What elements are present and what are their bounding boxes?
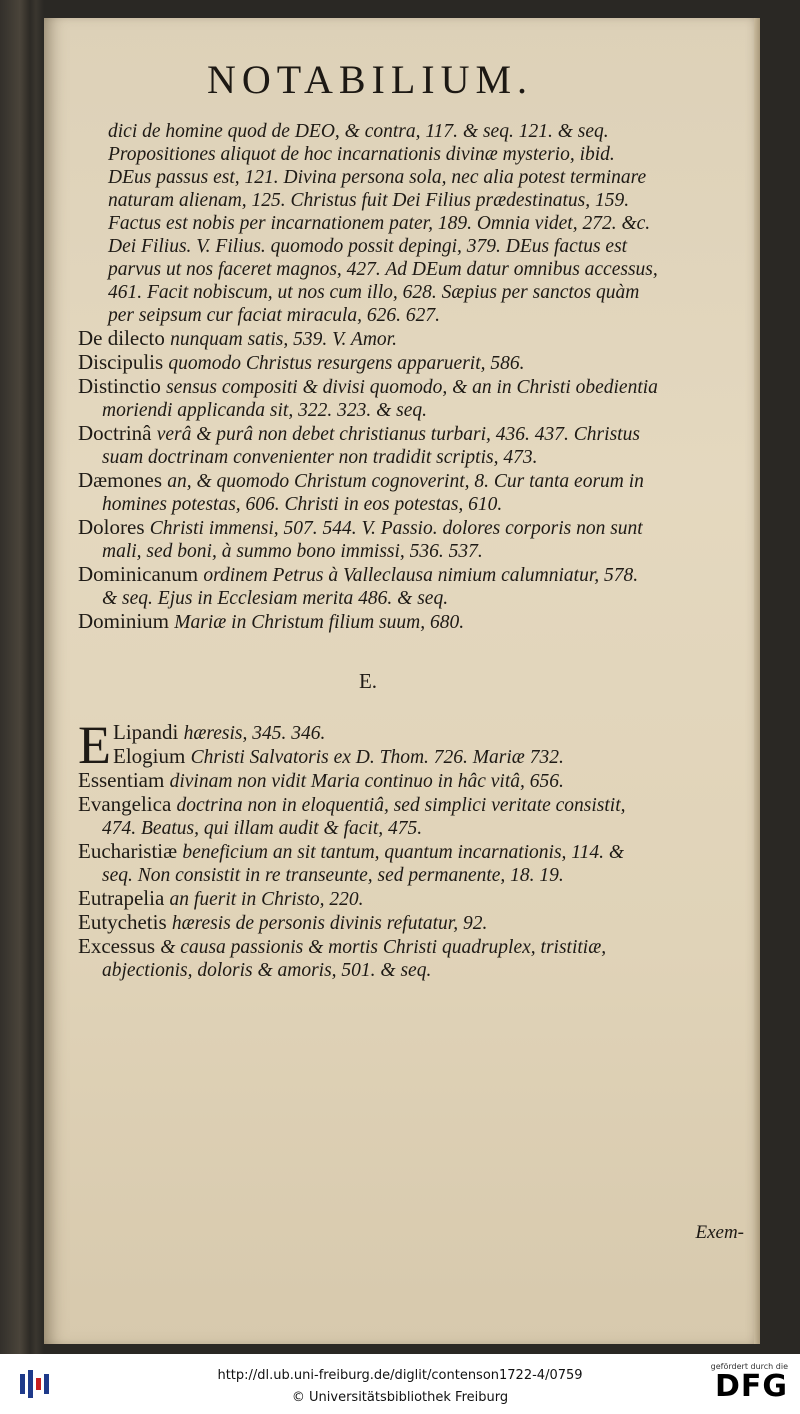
entry-body: Christi immensi, 507. 544. V. Passio. dolores corporis non sunt mali, sed boni, à summo bono immissi, 536. 537. <box>102 518 643 562</box>
entry-lead: Discipulis <box>78 350 169 374</box>
entry-lead: Dolores <box>78 515 150 539</box>
entry-lead: Eutychetis <box>78 910 172 934</box>
entry-body: nunquam satis, 539. V. Amor. <box>170 329 397 350</box>
entry-body: quomodo Christus resurgens apparuerit, 586. <box>168 353 525 374</box>
index-entry <box>78 610 658 634</box>
entry-body: an fuerit in Christo, 220. <box>169 889 364 910</box>
entry-lead: De dilecto <box>78 326 171 350</box>
entry-body: sensus compositi & divisi quomodo, & an in Christi obedientia moriendi applicanda sit, 322. 323. & seq. <box>102 377 658 421</box>
entry-body: dici de homine quod de DEO, & contra, 117. & seq. 121. & seq. Propositiones aliquot de hoc incarnationis divinæ mysterio, ibid. DEus passus est, 121. Divina persona sola, nec alia potest terminare naturam alienam, 125. Christus fuit Dei Filius prædestinatus, 159. Factus est nobis per incarnationem pater, 189. Omnia videt, 272. &c. Dei Filius. V. Filius. quomodo possit depingi, 379. DEus factus est parvus ut nos faceret magnos, 427. Ad DEum datur omnibus accessus, 461. Facit nobiscum, ut nos cum illo, 628. Sæpius per sanctos quàm per seipsum cur faciat miracula, 626. 627. <box>108 121 658 326</box>
index-entry <box>78 422 658 469</box>
dfg-logo[interactable] <box>702 1362 788 1408</box>
entry-body: hæresis de personis divinis refutatur, 92. <box>171 913 488 934</box>
index-entry <box>78 351 658 375</box>
index-entry <box>78 935 658 982</box>
index-entry <box>78 793 658 840</box>
index-text <box>78 120 658 982</box>
entry-body: beneficium an sit tantum, quantum incarnationis, 114. & seq. Non consistit in re transeunte, sed permanente, 18. 19. <box>102 842 625 886</box>
permalink-url[interactable]: http://dl.ub.uni-freiburg.de/diglit/contenson1722-4/0759 <box>217 1368 583 1383</box>
section-heading-e: E. <box>358 669 378 693</box>
entry-body: divinam non vidit Maria continuo in hâc vitâ, 656. <box>169 771 564 792</box>
entry-body: & causa passionis & mortis Christi quadruplex, tristitiæ, abjectionis, doloris & amoris, 501. & seq. <box>102 937 607 981</box>
entry-lead: Excessus <box>78 934 161 958</box>
viewer-footer <box>0 1354 800 1414</box>
dfg-logo-text: DFG <box>714 1369 788 1404</box>
entry-body: hæresis, 345. 346. <box>183 723 326 744</box>
index-entry <box>78 887 658 911</box>
index-entry <box>78 375 658 422</box>
entry-body: verâ & purâ non debet christianus turbari, 436. 437. Christus suam doctrinam convenienter non tradidit scriptis, 473. <box>102 424 640 468</box>
index-entry <box>78 769 658 793</box>
index-entry <box>78 840 658 887</box>
entry-lead: Dominicanum <box>78 562 204 586</box>
index-entry <box>78 469 658 516</box>
entry-lead: Essentiam <box>78 768 170 792</box>
entry-lead: Eutrapelia <box>78 886 170 910</box>
entry-lead: Evangelica <box>78 792 177 816</box>
funded-by-label: gefördert durch die <box>710 1362 788 1371</box>
index-entry <box>78 516 658 563</box>
index-entry <box>78 715 658 775</box>
drop-capital: E <box>78 715 111 775</box>
copyright-notice: © Universitätsbibliothek Freiburg <box>291 1390 509 1405</box>
entry-lead: Dæmones <box>78 468 168 492</box>
index-entry <box>78 911 658 935</box>
entry-body: an, & quomodo Christum cognoverint, 8. Cur tanta eorum in homines potestas, 606. Christi in eos potestas, 610. <box>102 471 644 515</box>
entry-lead: Elogium <box>113 744 191 768</box>
entry-lead: Eucharistiæ <box>78 839 183 863</box>
entry-lead: Dominium <box>78 609 175 633</box>
index-entry <box>78 327 658 351</box>
entry-lead: Lipandi <box>113 720 184 744</box>
entry-body: ordinem Petrus à Valleclausa nimium calumniatur, 578. & seq. Ejus in Ecclesiam merita 486. & seq. <box>102 565 639 609</box>
entry-body: Mariæ in Christum filium suum, 680. <box>174 612 465 633</box>
entry-lead: Doctrinâ <box>78 421 157 445</box>
page-header: NOTABILIUM. <box>206 57 534 102</box>
index-entry-continued <box>78 120 658 327</box>
entry-body: doctrina non in eloquentiâ, sed simplici veritate consistit, 474. Beatus, qui illam audit & facit, 475. <box>102 795 626 839</box>
entry-body: Christi Salvatoris ex D. Thom. 726. Mariæ 732. <box>190 747 564 768</box>
index-entry <box>78 563 658 610</box>
entry-lead: Distinctio <box>78 374 167 398</box>
catchword: Exem- <box>695 1222 744 1243</box>
